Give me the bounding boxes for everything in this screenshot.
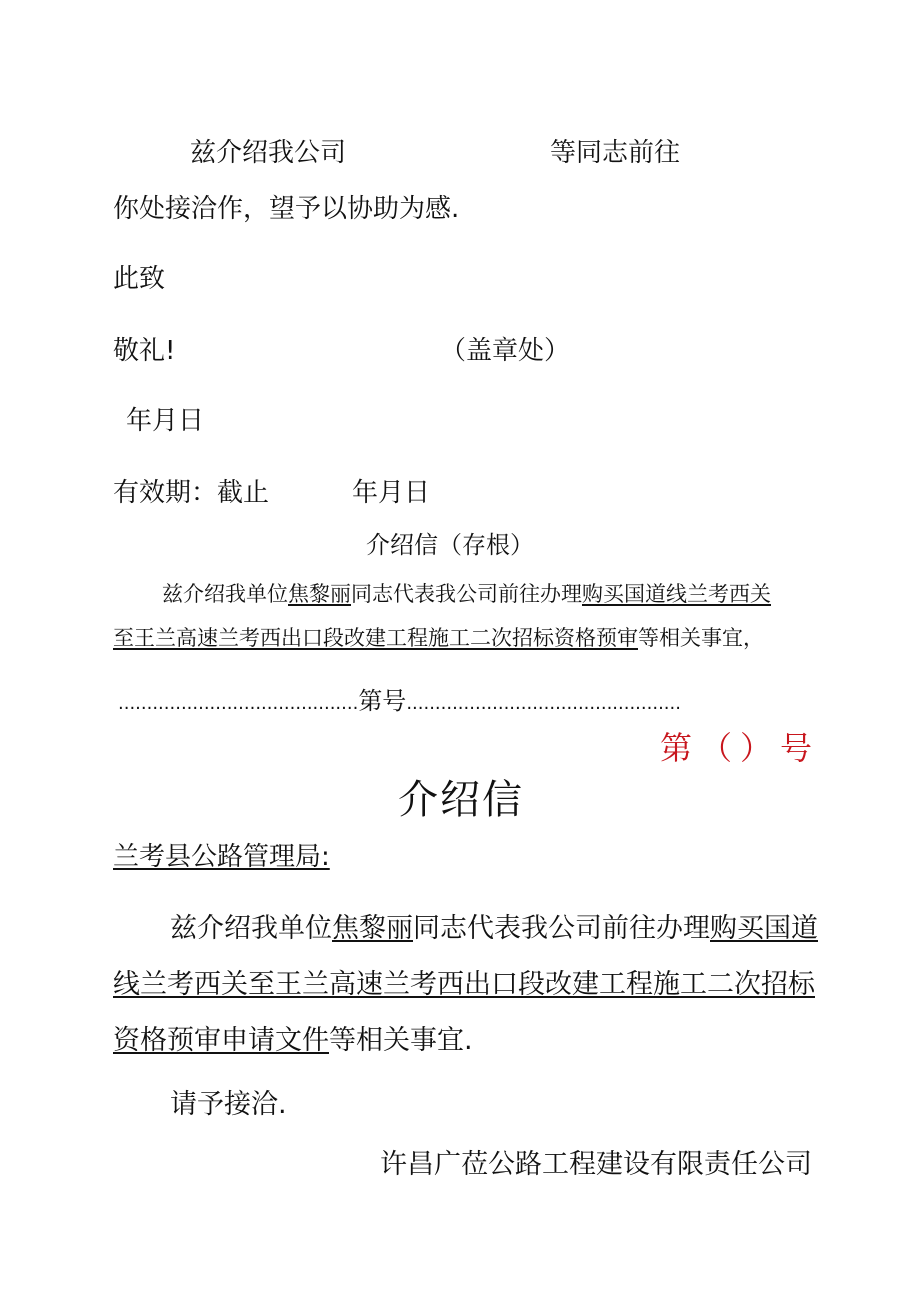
letter-request: 请予接洽.: [170, 1089, 287, 1120]
letter-addressee-text: 兰考县公路管理局:: [113, 842, 330, 872]
letter-number: 第（）号: [660, 729, 821, 767]
stub-body-p2: 同志代表我公司前往办理: [351, 582, 582, 606]
stub-intro-suffix: 等同志前往: [550, 138, 681, 168]
stub-body-p3: 等相关事宜，: [638, 626, 764, 650]
letter-body-line-3: [113, 1024, 473, 1058]
stub-date: 年月日: [126, 406, 205, 436]
letter-addressee: [113, 840, 330, 874]
letter-body-p2: 同志代表我公司前往办理: [413, 913, 710, 944]
stub-greeting-1: 此致: [113, 264, 166, 294]
stub-body-item-b: 至王兰高速兰考西出口段改建工程施工二次招标资格预审: [113, 626, 638, 650]
letter-body-line-1: [170, 912, 818, 946]
stub-body-item-a: 购买国道线兰考西关: [582, 582, 771, 606]
tear-dots-left: ..........................................: [118, 693, 359, 714]
stub-intro-text: 兹介绍我公司: [190, 138, 347, 168]
tear-label: 第号: [358, 687, 407, 715]
letter-body-item-a: 购买国道: [710, 913, 818, 944]
stub-seal-placeholder: （盖章处）: [440, 336, 571, 366]
letter-body-p3: 等相关事宜.: [329, 1025, 473, 1056]
letter-body-item-b: 线兰考西关至王兰高速兰考西出口段改建工程施工二次招标: [113, 969, 815, 1000]
tear-dots-right: ................................................: [406, 693, 681, 714]
stub-body-name: 焦黎丽: [288, 582, 351, 606]
letter-title: 介绍信: [398, 777, 524, 823]
stub-validity-date: 年月日: [352, 478, 431, 508]
letter-body-item-c: 资格预审申请文件: [113, 1025, 329, 1056]
stub-validity-label: 有效期：截止: [113, 478, 270, 508]
letter-body-p1: 兹介绍我单位: [170, 913, 332, 944]
letter-company: 许昌广莅公路工程建设有限责任公司: [380, 1149, 812, 1180]
letter-body-name: 焦黎丽: [332, 913, 413, 944]
stub-body-line-1: [162, 580, 771, 608]
stub-request-line: 你处接洽作，望予以协助为感.: [113, 194, 460, 224]
stub-title: 介绍信（存根）: [366, 531, 534, 559]
stub-greeting-2: 敬礼!: [113, 336, 176, 366]
tear-line: [118, 684, 681, 721]
stub-body-p1: 兹介绍我单位: [162, 582, 288, 606]
stub-body-line-2: [113, 624, 764, 652]
letter-body-line-2: [113, 968, 815, 1002]
